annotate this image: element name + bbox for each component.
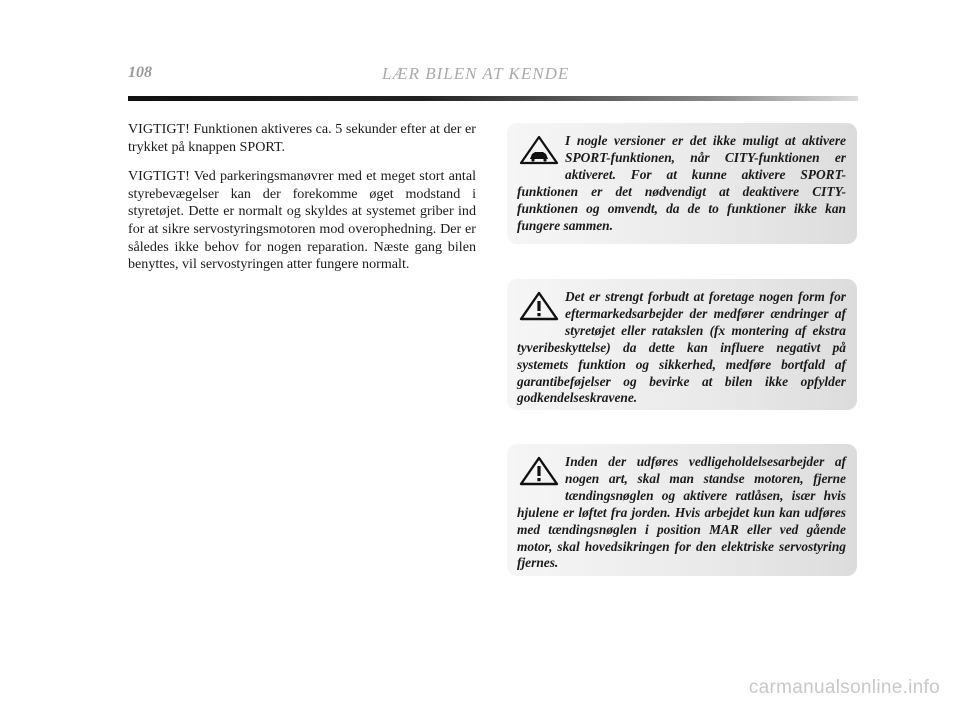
car-warning-icon	[519, 135, 559, 165]
warning-triangle-icon	[519, 291, 559, 321]
page-number: 108	[128, 64, 152, 81]
watermark: carmanualsonline.info	[748, 677, 940, 698]
page-header	[128, 64, 858, 86]
warning-box-maintenance	[507, 444, 857, 576]
warning-triangle-icon	[519, 456, 559, 486]
header-rule	[128, 96, 858, 101]
paragraph-important-2: VIGTIGT! Ved parkeringsmanøvrer med et meget stort antal styrebevægelser kan der forekomme øget modstand i styretøjet. Dette er normalt og skyldes at systemet griber ind for at sikre servostyringsmotoren mod overophedning. Der er således ikke behov for nogen reparation. Næste gang bilen benyttes, vil servostyringen atter fungere normalt.	[128, 168, 476, 273]
paragraph-important-1: VIGTIGT! Funktionen aktiveres ca. 5 sekunder efter at der er trykket på knappen SPORT.	[128, 121, 476, 155]
warning-text-modifications: Det er strengt forbudt at foretage nogen form for eftermarkedsarbejder der medfører ændringer af styretøjet eller ratakslen (fx montering af ekstra tyveribeskyttelse) da dette kan influere negativt på systemets funktion og sikkerhed, medføre bortfald af garantibeføjelser og bevirke at bilen ikke opfylder godkendelseskravene.	[517, 289, 846, 406]
note-text-sport-city: I nogle versioner er det ikke muligt at aktivere SPORT-funktionen, når CITY-funktionen er aktiveret. For at kunne aktivere SPORT-funktionen er det nødvendigt at deaktivere CITY-funktionen og omvendt, da de to funktioner ikke kan fungere sammen.	[517, 133, 846, 233]
left-column	[128, 121, 476, 286]
warning-text-maintenance: Inden der udføres vedligeholdelsesarbejder af nogen art, skal man standse motoren, fjerne tændingsnøglen og aktivere ratlåsen, især hvis hjulene er løftet fra jorden. Hvis arbejdet kun kan udføres med tændingsnøglen i position MAR eller ved gående motor, skal hovedsikringen for den elektriske servostyring fjernes.	[517, 454, 846, 571]
note-box-sport-city	[507, 123, 857, 244]
warning-box-modifications	[507, 279, 857, 410]
section-title: LÆR BILEN AT KENDE	[382, 64, 570, 83]
